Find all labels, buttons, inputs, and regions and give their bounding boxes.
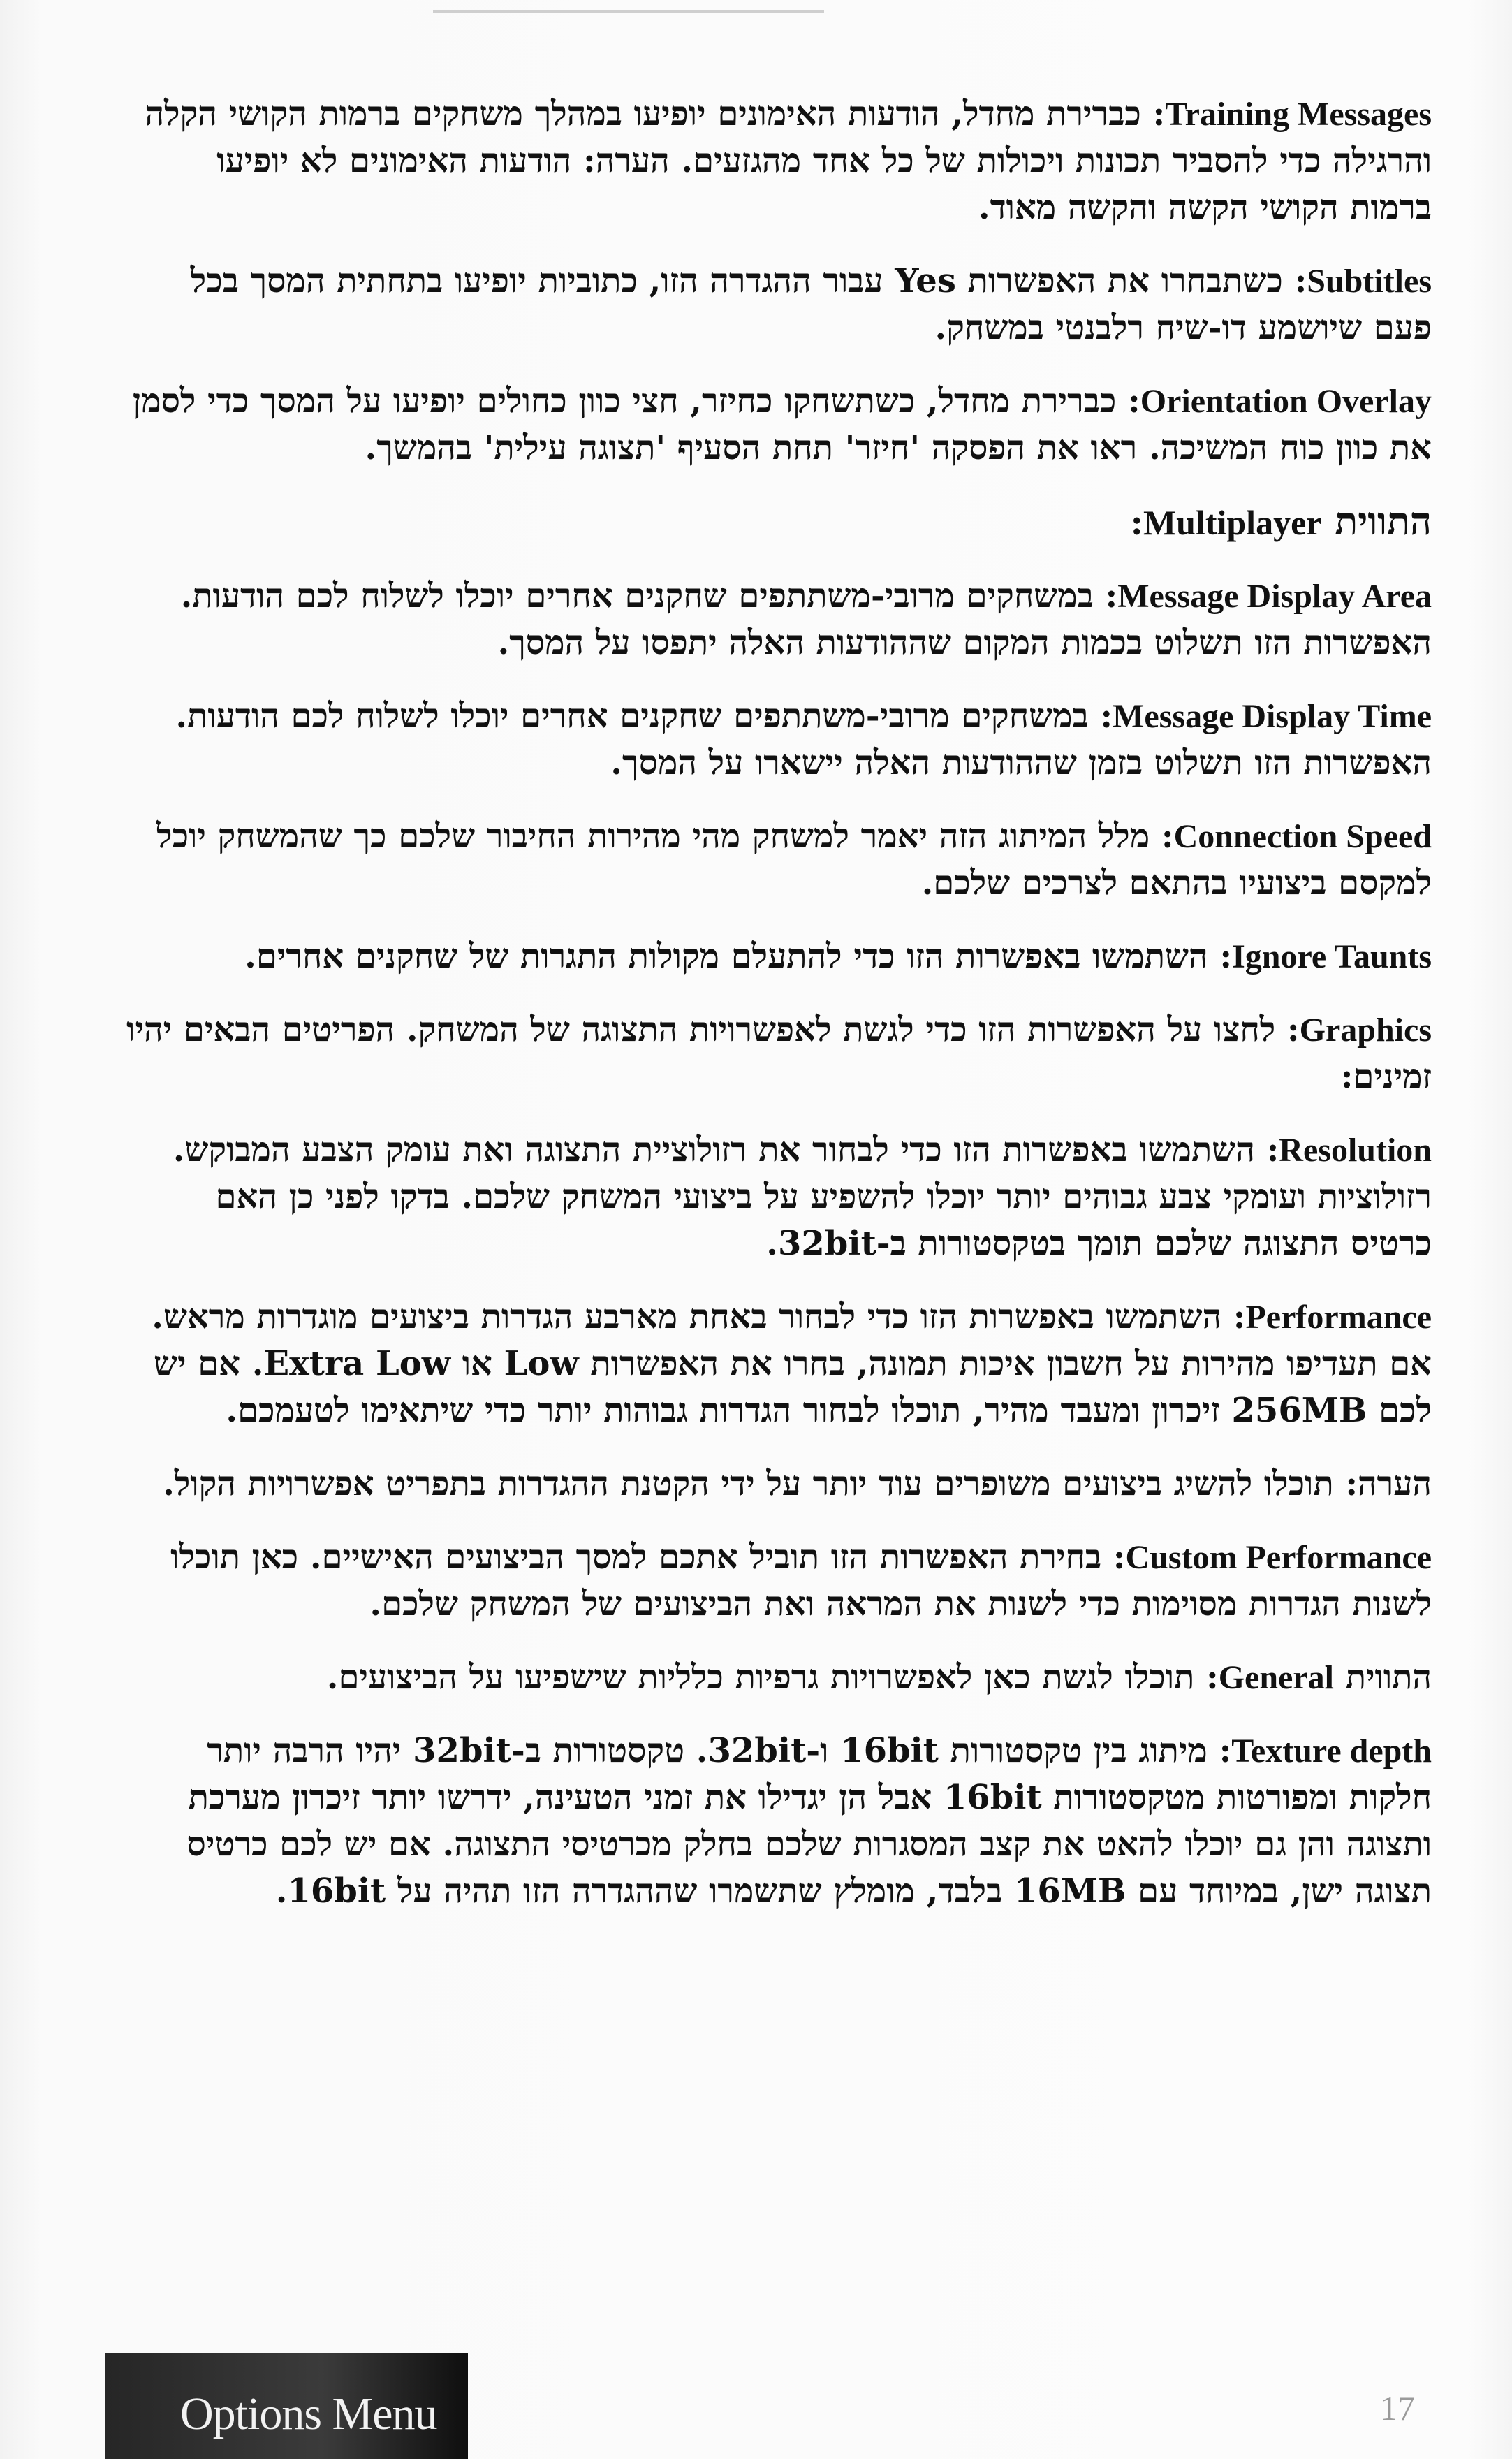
- desc-performance: השתמשו באפשרות הזו כדי לבחור באחת מארבע הגדרות ביצועים מוגדרות מראש. אם תעדיפו מהירות על חשבון איכות תמונה, בחרו את האפשרות Low או Extra Low. אם יש לכם 256MB זיכרון ומעבד מהיר, תוכלו לבחור הגדרות גבוהות יותר כדי שיתאימו לטעמכם.: [152, 1297, 1432, 1430]
- desc-message-display-time: במשחקים מרובי-משתתפים שחקנים אחרים יוכלו לשלוח לכם הודעות. האפשרות הזו תשלוט בזמן שההודעות האלה יישארו על המסך.: [175, 696, 1432, 782]
- paragraph-connection-speed: Connection Speed: מלל המיתוג הזה יאמר למשחק מהי מהירות החיבור שלכם כך שהמשחק יוכל למקסם ביצועיו בהתאם לצרכים שלכם.: [156, 817, 1432, 903]
- desc-orientation-overlay: כברירת מחדל, כשתשחקו כחיזר, חצי כוון כחולים יופיעו על המסך כדי לסמן את כוון כוח המשיכה. ראו את הפסקה 'חיזר' תחת הסעיף 'תצוגה עילית' בהמשך.: [132, 381, 1432, 467]
- term-message-display-time: Message Display Time: [1113, 698, 1432, 735]
- term-ignore-taunts: Ignore Taunts: [1232, 938, 1432, 975]
- paragraph-texture-depth: Texture depth: מיתוג בין טקסטורות 16bit ו-32bit. טקסטורות ב-32bit יהיו הרבה יותר חלקות ומפורטות מטקסטורות 16bit אבל הן יגדילו את זמני הטעינה, ידרשו יותר זיכרון מערכת ותצוגה והן גם יוכלו להאט את קצב המסגרות שלכם בחלק מכרטיסי התצוגה. אם יש לכם כרטיס תצוגה ישן, במיוחד עם 16MB בלבד, מומלץ שתשמרו שההגדרה הזו תהיה על 16bit.: [186, 1731, 1432, 1911]
- paragraph-message-display-area: Message Display Area: במשחקים מרובי-משתתפים שחקנים אחרים יוכלו לשלוח לכם הודעות. האפשרות הזו תשלוט בכמות המקום שההודעות האלה יתפסו על המסך.: [180, 576, 1432, 662]
- term-message-display-area: Message Display Area: [1117, 578, 1432, 615]
- term-connection-speed: Connection Speed: [1173, 818, 1432, 855]
- desc-subtitles: כשתבחרו את האפשרות Yes עבור ההגדרה הזו, כתוביות יופיעו בתחתית המסך בכל פעם שיושמע דו-שיח רלבנטי במשחק.: [190, 261, 1432, 347]
- desc-connection-speed: מלל המיתוג הזה יאמר למשחק מהי מהירות החיבור שלכם כך שהמשחק יוכל למקסם ביצועיו בהתאם לצרכים שלכם.: [156, 817, 1432, 903]
- paragraph-resolution: Resolution: השתמשו באפשרות הזו כדי לבחור את רזולוציית התצוגה ואת עומק הצבע המבוקש. רזולוציות ועומקי צבע גבוהים יותר יוכלו להשפיע על ביצועי המשחק שלכם. בדקו לפני כן האם כרטיס התצוגה שלכם תומך בטקסטורות ב-32bit.: [173, 1130, 1432, 1263]
- desc-graphics: לחצו על האפשרות הזו כדי לגשת לאפשרויות התצוגה של המשחק. הפריטים הבאים יהיו זמינים:: [126, 1010, 1432, 1096]
- paragraph-general-tab: התווית General: תוכלו לגשת כאן לאפשרויות גרפיות כלליות שישפיעו על הביצועים.: [326, 1658, 1432, 1697]
- desc-texture-depth: מיתוג בין טקסטורות 16bit ו-32bit. טקסטורות ב-32bit יהיו הרבה יותר חלקות ומפורטות מטקסטורות 16bit אבל הן יגדילו את זמני הטעינה, ידרשו יותר זיכרון מערכת ותצוגה והן גם יוכלו להאט את קצב המסגרות שלכם בחלק מכרטיסי התצוגה. אם יש לכם כרטיס תצוגה ישן, במיוחד עם 16MB בלבד, מומלץ שתשמרו שההגדרה הזו תהיה על 16bit.: [186, 1731, 1432, 1911]
- top-edge-rule: [433, 10, 824, 13]
- term-training-messages: Training Messages: [1165, 96, 1432, 133]
- desc-custom-performance: בחירת האפשרות הזו תוביל אתכם למסך הביצועים האישיים. כאן תוכלו לשנות הגדרות מסוימות כדי לשנות את המראה ואת הביצועים של המשחק שלכם.: [170, 1538, 1432, 1623]
- heading-multiplayer-tab: התווית Multiplayer:: [1130, 499, 1432, 543]
- term-resolution: Resolution: [1279, 1132, 1432, 1169]
- general-prefix: התווית: [1333, 1658, 1432, 1697]
- paragraph-graphics: Graphics: לחצו על האפשרות הזו כדי לגשת לאפשרויות התצוגה של המשחק. הפריטים הבאים יהיו זמינים:: [126, 1010, 1432, 1096]
- term-graphics: Graphics: [1299, 1012, 1432, 1049]
- paragraph-ignore-taunts: Ignore Taunts: השתמשו באפשרות הזו כדי להתעלם מקולות התגרות של שחקנים אחרים.: [244, 937, 1432, 976]
- paragraph-training-messages: Training Messages: כברירת מחדל, הודעות האימונים יופיעו במהלך משחקים ברמות הקושי הקלה והרגילה כדי להסביר תכונות ויכולות של כל אחד מהגזעים. הערה: הודעות האימונים לא יופיעו ברמות הקושי הקשה והקשה מאוד.: [145, 94, 1432, 227]
- term-general: General: [1218, 1659, 1334, 1696]
- desc-training-messages: כברירת מחדל, הודעות האימונים יופיעו במהלך משחקים ברמות הקושי הקלה והרגילה כדי להסביר תכונות ויכולות של כל אחד מהגזעים. הערה: הודעות האימונים לא יופיעו ברמות הקושי הקשה והקשה מאוד.: [145, 94, 1432, 227]
- paragraph-performance: Performance: השתמשו באפשרות הזו כדי לבחור באחת מארבע הגדרות ביצועים מוגדרות מראש. אם תעדיפו מהירות על חשבון איכות תמונה, בחרו את האפשרות Low או Extra Low. אם יש לכם 256MB זיכרון ומעבד מהיר, תוכלו לבחור הגדרות גבוהות יותר כדי שיתאימו לטעמכם.: [152, 1297, 1432, 1430]
- desc-general: תוכלו לגשת כאן לאפשרויות גרפיות כלליות שישפיעו על הביצועים.: [326, 1658, 1206, 1697]
- term-texture-depth: Texture depth: [1231, 1732, 1432, 1770]
- paragraph-sound-note: [126, 1461, 1432, 1508]
- desc-message-display-area: במשחקים מרובי-משתתפים שחקנים אחרים יוכלו לשלוח לכם הודעות. האפשרות הזו תשלוט בכמות המקום שההודעות האלה יתפסו על המסך.: [180, 576, 1432, 662]
- paragraph-subtitles: Subtitles: כשתבחרו את האפשרות Yes עבור ההגדרה הזו, כתוביות יופיעו בתחתית המסך בכל פעם שיושמע דו-שיח רלבנטי במשחק.: [190, 261, 1432, 347]
- term-performance: Performance: [1245, 1299, 1432, 1336]
- page-number: 17: [1380, 2388, 1415, 2428]
- page-body: [126, 91, 1432, 1941]
- paragraph-message-display-time: Message Display Time: במשחקים מרובי-משתתפים שחקנים אחרים יוכלו לשלוח לכם הודעות. האפשרות הזו תשלוט בזמן שההודעות האלה יישארו על המסך.: [175, 696, 1432, 782]
- paragraph-orientation-overlay: Orientation Overlay: כברירת מחדל, כשתשחקו כחיזר, חצי כוון כחולים יופיעו על המסך כדי לסמן את כוון כוח המשיכה. ראו את הפסקה 'חיזר' תחת הסעיף 'תצוגה עילית' בהמשך.: [132, 381, 1432, 467]
- term-subtitles: Subtitles: [1307, 263, 1432, 300]
- term-custom-performance: Custom Performance: [1125, 1539, 1432, 1576]
- paragraph-custom-performance: Custom Performance: בחירת האפשרות הזו תוביל אתכם למסך הביצועים האישיים. כאן תוכלו לשנות הגדרות מסוימות כדי לשנות את המראה ואת הביצועים של המשחק שלכם.: [170, 1538, 1432, 1623]
- desc-sound-note: הערה: תוכלו להשיג ביצועים משופרים עוד יותר על ידי הקטנת ההגדרות בתפריט אפשרויות הקול.: [163, 1464, 1432, 1503]
- desc-resolution: השתמשו באפשרות הזו כדי לבחור את רזולוציית התצוגה ואת עומק הצבע המבוקש. רזולוציות ועומקי צבע גבוהים יותר יוכלו להשפיע על ביצועי המשחק שלכם. בדקו לפני כן האם כרטיס התצוגה שלכם תומך בטקסטורות ב-32bit.: [173, 1130, 1432, 1263]
- heading-prefix: התווית: [1321, 499, 1432, 543]
- term-orientation-overlay: Orientation Overlay: [1140, 383, 1432, 420]
- term-multiplayer: Multiplayer: [1143, 503, 1322, 542]
- desc-ignore-taunts: השתמשו באפשרות הזו כדי להתעלם מקולות התגרות של שחקנים אחרים.: [244, 937, 1220, 976]
- footer-section-title: Options Menu: [180, 2388, 437, 2439]
